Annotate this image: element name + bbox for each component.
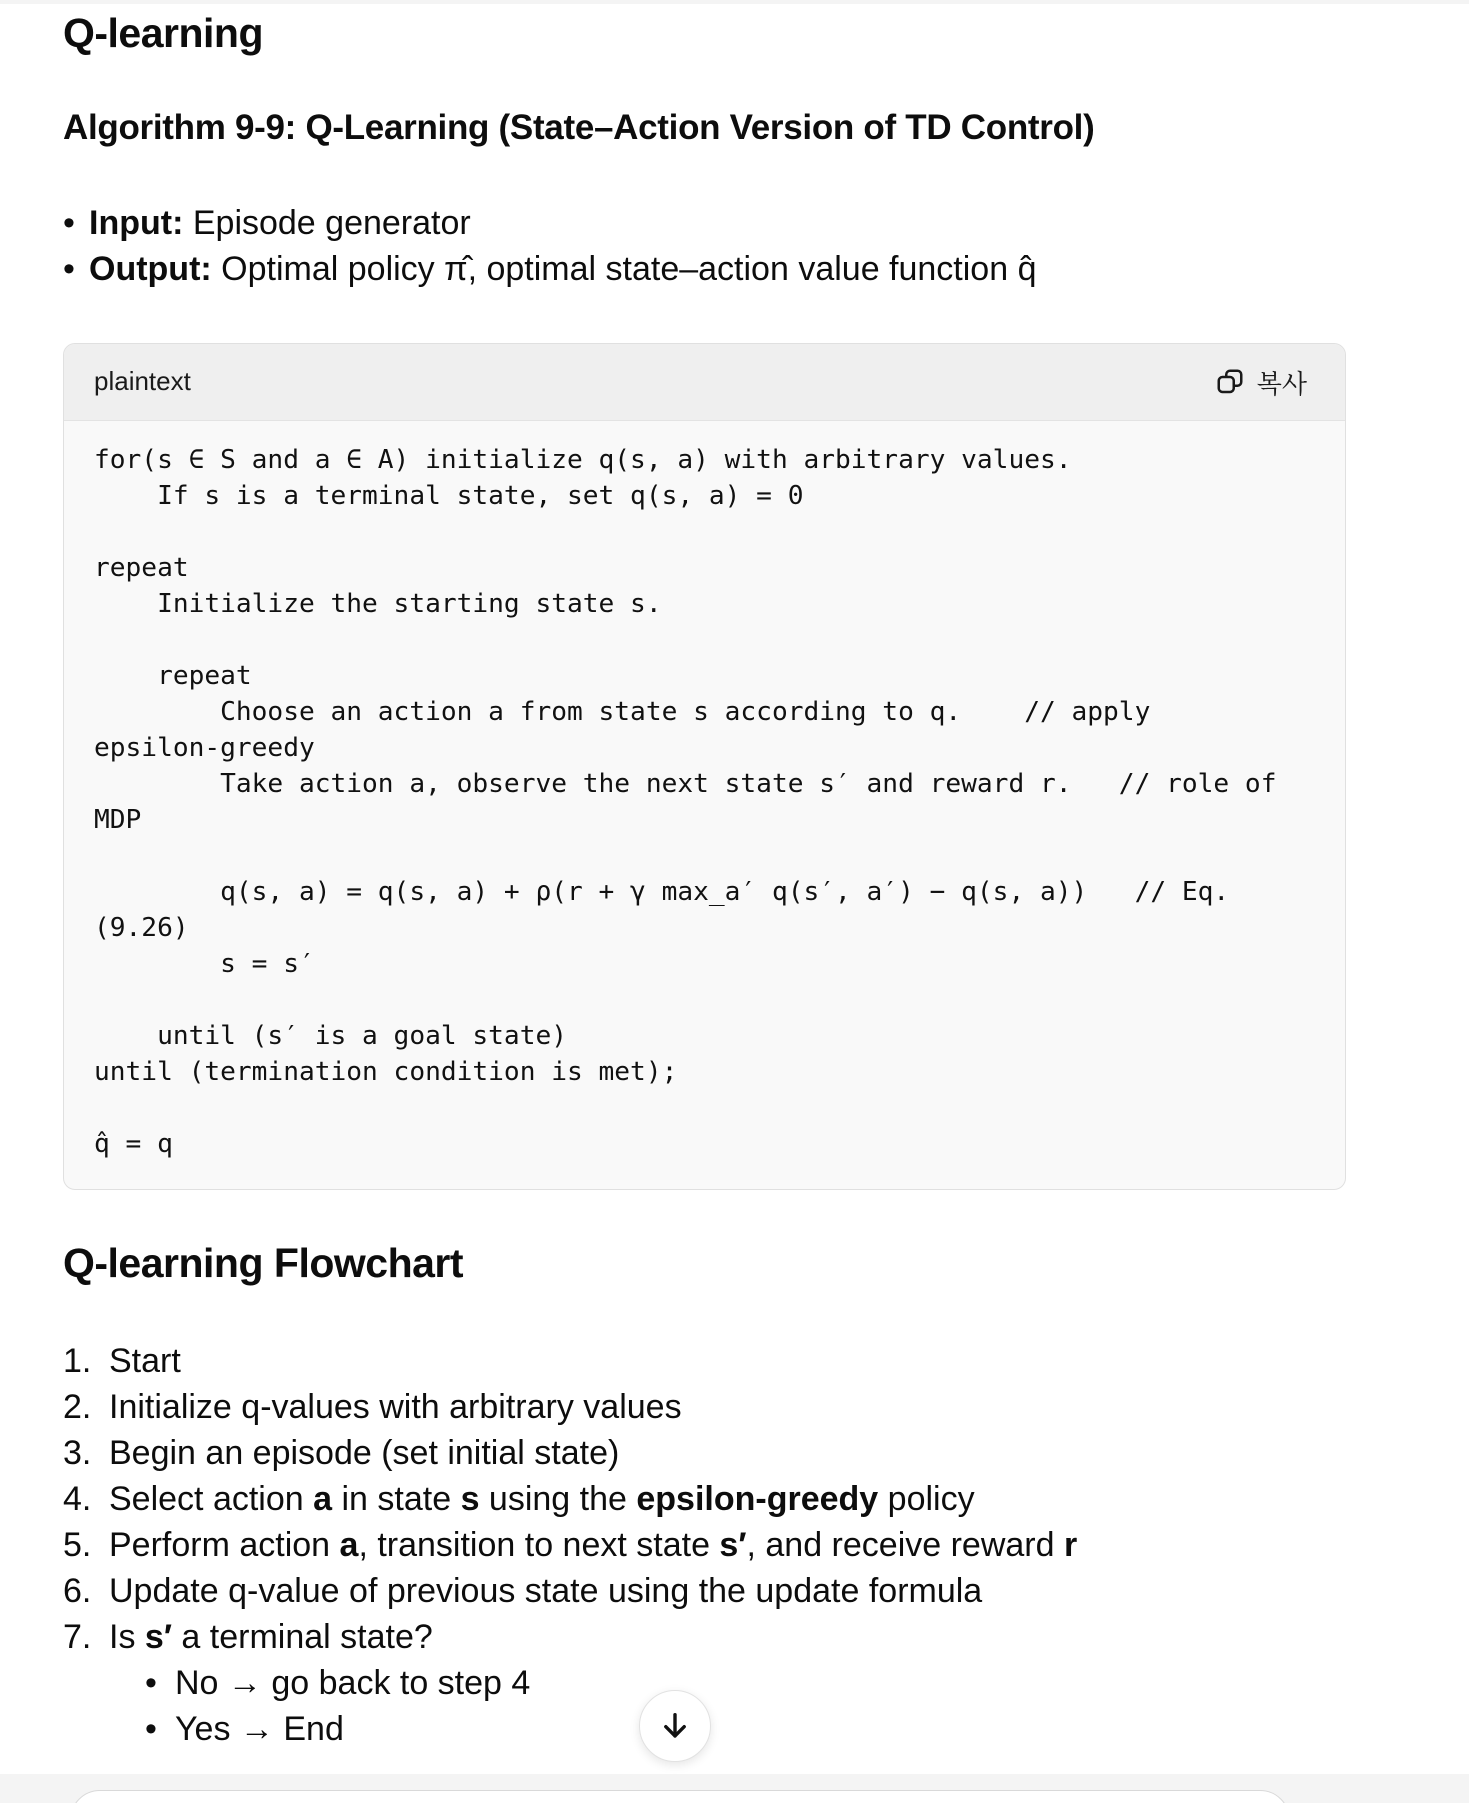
copy-code-button[interactable] <box>1215 364 1307 400</box>
step-text: Is <box>109 1618 145 1656</box>
step-number: 5. <box>63 1526 92 1564</box>
step-text: Update q-value of previous state using the update formula <box>109 1572 983 1610</box>
io-output-text: Optimal policy π̂, optimal state–action value function q̂ <box>211 250 1037 288</box>
io-output-item <box>63 246 1036 292</box>
step-text-bold: a <box>339 1526 359 1564</box>
step-number: 7. <box>63 1618 92 1656</box>
flowchart-step <box>63 1522 1077 1568</box>
step-text-bold: s′ <box>719 1526 747 1564</box>
step-number: 4. <box>63 1480 92 1518</box>
top-divider <box>0 0 1469 4</box>
copy-icon <box>1215 367 1245 397</box>
step-text: using the <box>479 1480 637 1518</box>
io-output-label: Output: <box>89 250 212 288</box>
step-text: , and receive reward <box>746 1526 1064 1564</box>
step-text: in state <box>332 1480 461 1518</box>
io-input-item <box>63 200 1036 246</box>
algorithm-heading: Algorithm 9-9: Q-Learning (State–Action Version of TD Control) <box>63 108 1095 147</box>
flowchart-step <box>63 1430 1077 1476</box>
step-text: Select action <box>109 1480 314 1518</box>
step-subitem: • No → go back to step 4 <box>109 1660 1077 1706</box>
step-text: Begin an episode (set initial state) <box>109 1434 620 1472</box>
flowchart-step <box>63 1338 1077 1384</box>
flowchart-step <box>63 1476 1077 1522</box>
step-number: 2. <box>63 1388 92 1426</box>
arrow-down-icon <box>658 1709 692 1743</box>
step-text-bold: epsilon-greedy <box>636 1480 879 1518</box>
step-text-bold: a <box>313 1480 333 1518</box>
step-text-bold: s′ <box>144 1618 172 1656</box>
step-text: a terminal state? <box>171 1618 433 1656</box>
step-text: policy <box>878 1480 975 1518</box>
io-list <box>63 200 1036 292</box>
code-block <box>63 343 1346 1190</box>
copy-label: 복사 <box>1256 368 1307 399</box>
step-number: 3. <box>63 1434 92 1472</box>
io-input-text: Episode generator <box>183 204 471 242</box>
step-text-bold: s <box>460 1480 480 1518</box>
scroll-to-bottom-button[interactable] <box>639 1690 711 1762</box>
code-language-label: plaintext <box>94 366 191 396</box>
step-text: Start <box>109 1342 181 1380</box>
step-text: , transition to next state <box>358 1526 720 1564</box>
step-text: Perform action <box>109 1526 340 1564</box>
flowchart-step <box>63 1614 1077 1752</box>
page-title: Q-learning <box>63 10 264 56</box>
flowchart-step <box>63 1384 1077 1430</box>
flowchart-steps <box>63 1338 1077 1752</box>
flowchart-heading: Q-learning Flowchart <box>63 1240 464 1286</box>
io-input-label: Input: <box>89 204 184 242</box>
code-content: for(s ∈ S and a ∈ A) initialize q(s, a) with arbitrary values. If s is a terminal state, set q(s, a) = 0 repeat Initialize the starting state s. repeat Choose an action a from state s according to q. // apply epsilon-greedy Take action a, observe the next state s′ and reward r. // role of MDP q(s, a) = q(s, a) + ρ(r + γ max_a′ q(s′, a′) − q(s, a)) // Eq. (9.26) s = s′ until (s′ is a goal state) until (termination condition is met); q̂ = q <box>94 445 1277 1159</box>
code-block-header <box>64 344 1345 421</box>
message-composer[interactable] <box>70 1790 1290 1803</box>
step-sublist <box>109 1660 1077 1752</box>
step-text-bold: r <box>1063 1526 1078 1564</box>
flowchart-step <box>63 1568 1077 1614</box>
step-subitem: • Yes → End <box>109 1706 1077 1752</box>
step-number: 1. <box>63 1342 92 1380</box>
step-text: Initialize q-values with arbitrary values <box>109 1388 682 1426</box>
step-number: 6. <box>63 1572 92 1610</box>
